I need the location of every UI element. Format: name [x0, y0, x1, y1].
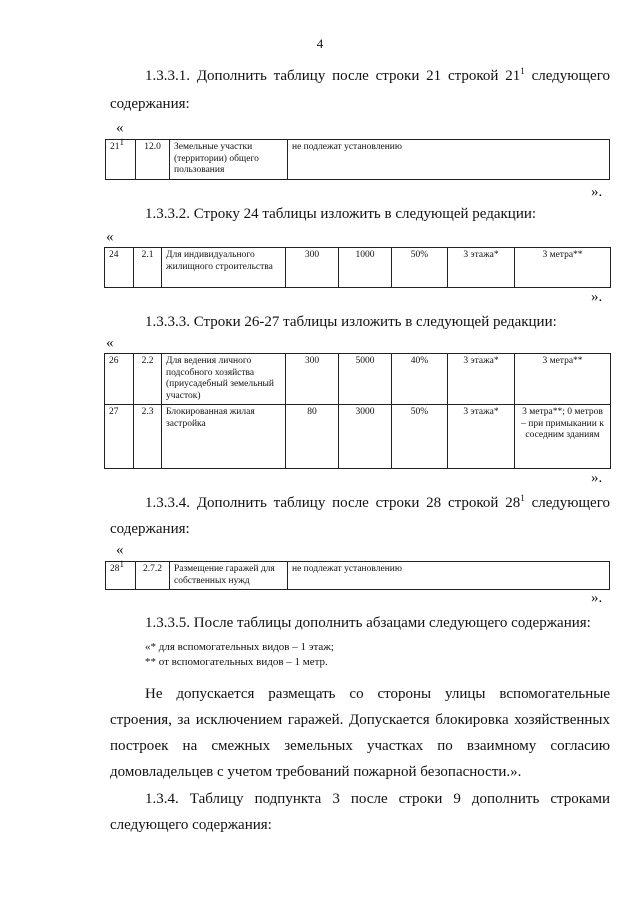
max-area-cell: 3000 — [339, 405, 392, 469]
floors-cell: 3 этажа* — [448, 354, 515, 405]
note-cell: не подлежат установлению — [288, 140, 610, 180]
row-number-cell: 26 — [105, 354, 134, 405]
open-quote: « — [116, 120, 124, 136]
page-number: 4 — [316, 36, 324, 51]
superscript: 1 — [520, 66, 525, 76]
percent-cell: 40% — [392, 354, 448, 405]
paragraph-1-line-1 — [145, 62, 610, 90]
floors-cell: 3 этажа* — [448, 405, 515, 469]
paragraph-7-line-1: 1.3.4. Таблицу подпункта 3 после строки 9 дополнить строками — [145, 791, 610, 807]
paragraph-6-line-2: строения, за исключением гаражей. Допускается блокировка хозяйственных — [110, 712, 610, 728]
paragraph-4-line-2: содержания: — [110, 521, 190, 537]
superscript: 1 — [520, 493, 525, 503]
open-quote: « — [106, 229, 114, 245]
paragraph-4-text: 1.3.3.4. Дополнить таблицу после строки 28 строкой 28 — [145, 495, 521, 511]
table-row-28-1 — [105, 561, 610, 590]
distance-cell: 3 метра** — [515, 248, 611, 288]
paragraph-4-tail: следующего — [524, 495, 610, 511]
code-cell: 2.7.2 — [136, 562, 170, 590]
distance-cell: 3 метра**; 0 метров – при примыкании к соседним зданиям — [515, 405, 611, 469]
table-row — [105, 405, 611, 469]
row-number-cell: $28^1$ — [106, 562, 136, 590]
code-cell: 2.2 — [134, 354, 162, 405]
close-quote: ». — [591, 470, 603, 486]
max-area-cell: 5000 — [339, 354, 392, 405]
paragraph-6-line-4: домовладельцев с учетом требований пожарной безопасности.». — [110, 764, 522, 780]
paragraph-2: 1.3.3.2. Строку 24 таблицы изложить в следующей редакции: — [145, 206, 537, 222]
floors-cell: 3 этажа* — [448, 248, 515, 288]
open-quote: « — [106, 335, 114, 351]
close-quote: ». — [591, 590, 603, 606]
paragraph-1-text: 1.3.3.1. Дополнить таблицу после строки 21 строкой 21 — [145, 68, 521, 84]
paragraph-3: 1.3.3.3. Строки 26-27 таблицы изложить в следующей редакции: — [145, 314, 557, 330]
paragraph-7-line-2: следующего содержания: — [110, 817, 272, 833]
footnote-2: ** от вспомогательных видов – 1 метр. — [145, 656, 328, 668]
table-row — [105, 354, 611, 405]
name-cell: Земельные участки (территории) общего пользования — [170, 140, 288, 180]
name-cell: Размещение гаражей для собственных нужд — [170, 562, 288, 590]
max-area-cell: 1000 — [339, 248, 392, 288]
paragraph-1-line-2: содержания: — [110, 96, 190, 112]
close-quote: ». — [591, 184, 603, 200]
code-cell: 2.1 — [134, 248, 162, 288]
row-number-cell: $21^1$ — [106, 140, 136, 180]
name-cell: Блокированная жилая застройка — [162, 405, 286, 469]
min-area-cell: 300 — [286, 248, 339, 288]
paragraph-5: 1.3.3.5. После таблицы дополнить абзацами следующего содержания: — [145, 615, 591, 631]
row-number-cell: 24 — [105, 248, 134, 288]
paragraph-6-line-1: Не допускается размещать со стороны улицы вспомогательные — [145, 686, 610, 702]
min-area-cell: 80 — [286, 405, 339, 469]
note-cell: не подлежат установлению — [288, 562, 610, 590]
name-cell: Для ведения личного подсобного хозяйства (приусадебный земельный участок) — [162, 354, 286, 405]
paragraph-6-line-3: построек на смежных земельных участках по взаимному согласию — [110, 738, 610, 754]
footnote-1: «* для вспомогательных видов – 1 этаж; — [145, 641, 334, 653]
paragraph-1-tail: следующего — [524, 68, 610, 84]
table-row-24 — [104, 247, 611, 288]
table-row-21-1 — [105, 139, 610, 180]
paragraph-4-line-1 — [145, 489, 610, 517]
distance-cell: 3 метра** — [515, 354, 611, 405]
table-rows-26-27 — [104, 353, 611, 469]
open-quote: « — [116, 542, 124, 558]
percent-cell: 50% — [392, 405, 448, 469]
percent-cell: 50% — [392, 248, 448, 288]
code-cell: 12.0 — [136, 140, 170, 180]
code-cell: 2.3 — [134, 405, 162, 469]
close-quote: ». — [591, 289, 603, 305]
name-cell: Для индивидуального жилищного строительства — [162, 248, 286, 288]
row-number-cell: 27 — [105, 405, 134, 469]
min-area-cell: 300 — [286, 354, 339, 405]
